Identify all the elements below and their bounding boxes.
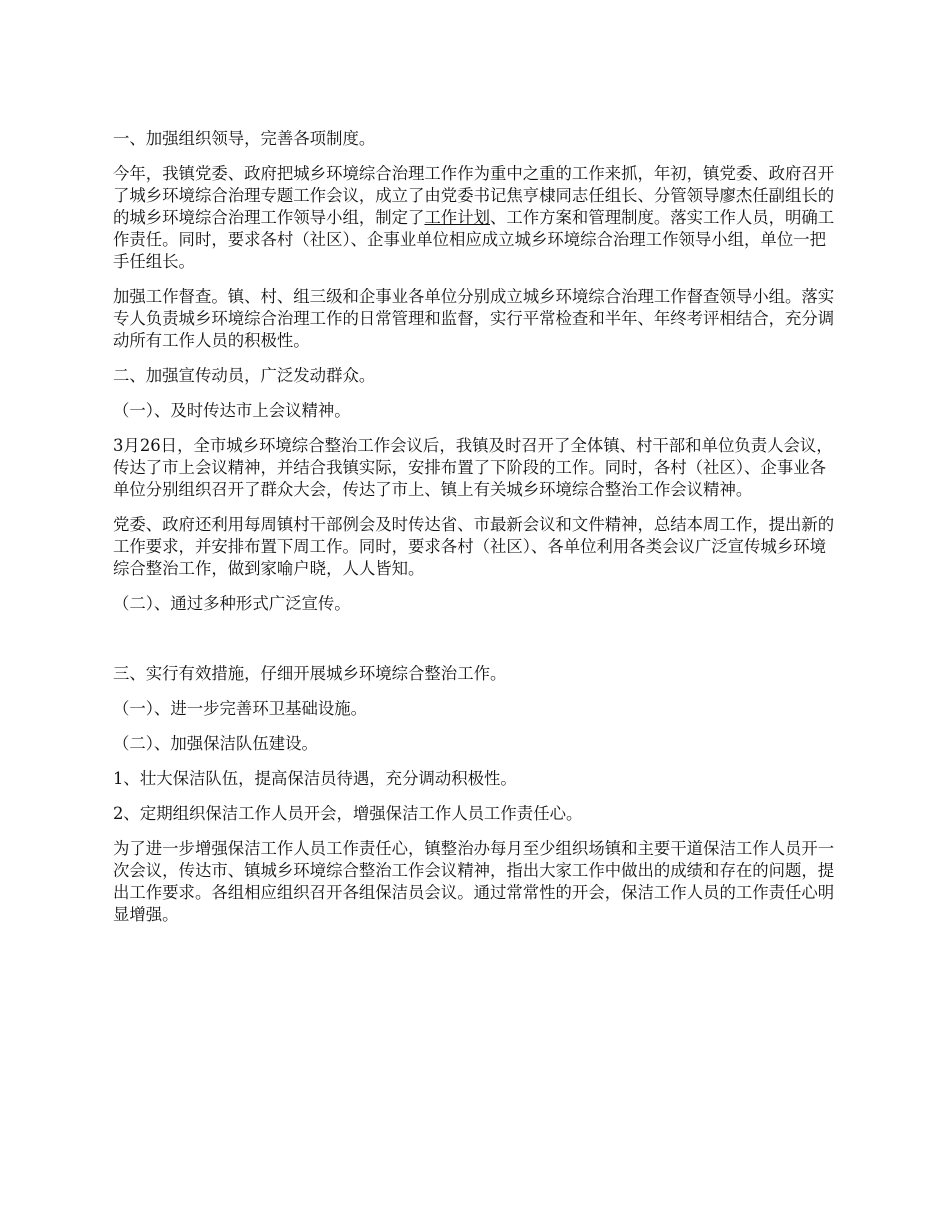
paragraph-1-text-b: 、工作方案和管理制度。落实工作人员，明确工作责任。同时，要求各村（社区）、企事业单位相应成立城乡环境综合治理工作领导小组，单位一把手任组长。 (113, 208, 835, 271)
paragraph-2: 加强工作督查。镇、村、组三级和企事业各单位分别成立城乡环境综合治理工作督查领导小组。落实专人负责城乡环境综合治理工作的日常管理和监督，实行平常检查和半年、年终考评相结合，充分调动所有工作人员的积极性。 (113, 287, 835, 350)
paragraph-3: 3月26日，全市城乡环境综合整治工作会议后，我镇及时召开了全体镇、村干部和单位负责人会议，传达了市上会议精神，并结合我镇实际，安排布置了下阶段的工作。同时，各村（社区）、企事业各单位分别组织召开了群众大会，传达了市上、镇上有关城乡环境综合整治工作会议精神。 (113, 436, 833, 499)
work-plan-link[interactable]: 工作计划 (424, 208, 490, 227)
section-heading-2: 二、加强宣传动员，广泛发动群众。 (113, 366, 376, 385)
document-body (113, 128, 841, 926)
paragraph-1 (113, 163, 841, 273)
section-heading-1: 一、加强组织领导，完善各项制度。 (113, 129, 376, 148)
paragraph-5: 为了进一步增强保洁工作人员工作责任心，镇整治办每月至少组织场镇和主要干道保洁工作人员开一次会议，传达市、镇城乡环境综合整治工作会议精神，指出大家工作中做出的成绩和存在的问题，提出工作要求。各组相应组织召开各组保洁员会议。通过常常性的开会，保洁工作人员的工作责任心明显增强。 (113, 839, 835, 924)
subheading-2-1: （一）、及时传达市上会议精神。 (113, 401, 351, 420)
subheading-3-2: （二）、加强保洁队伍建设。 (113, 734, 318, 753)
paragraph-4: 党委、政府还利用每周镇村干部例会及时传达省、市最新会议和文件精神，总结本周工作，提出新的工作要求，并安排布置下周工作。同时，要求各村（社区）、各单位利用各类会议广泛宣传城乡环境综合整治工作，做到家喻户晓，人人皆知。 (113, 515, 835, 578)
list-item-1: 1、壮大保洁队伍，提高保洁员待遇，充分调动积极性。 (113, 769, 517, 788)
list-item-2: 2、定期组织保洁工作人员开会，增强保洁工作人员工作责任心。 (113, 804, 583, 823)
paragraph-1-text-a: 今年，我镇党委、政府把城乡环境综合治理工作作为重中之重的工作来抓，年初，镇党委、政府召开了城乡环境综合治理专题工作会议，成立了由党委书记焦亨棣同志任组长、分管领导廖杰任副组长的的城乡环境综合治理工作领导小组，制定了 (113, 164, 835, 227)
section-heading-3: 三、实行有效措施，仔细开展城乡环境综合整治工作。 (113, 664, 507, 683)
subheading-2-2: （二）、通过多种形式广泛宣传。 (113, 594, 351, 613)
subheading-3-1: （一）、进一步完善环卫基础设施。 (113, 699, 368, 718)
